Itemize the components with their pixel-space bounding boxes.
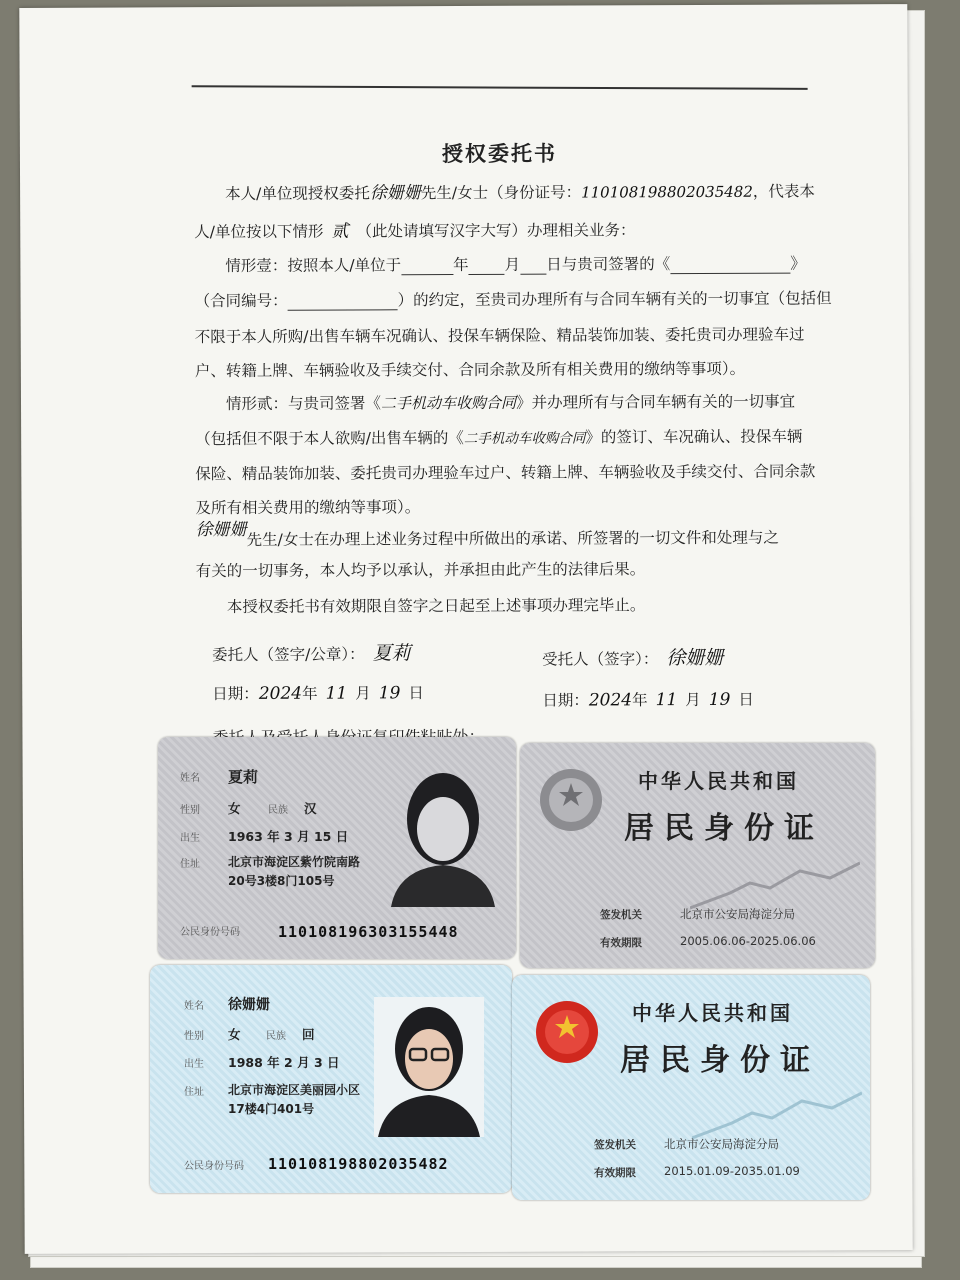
- agent-name-handwritten-2: 徐姗姗: [195, 519, 247, 541]
- validity-period: 2005.06.06-2025.06.06: [680, 934, 816, 948]
- text: 年: [453, 255, 469, 275]
- sex-label: 性别: [184, 1031, 204, 1042]
- header-rule: [192, 85, 808, 90]
- text: 人/单位按以下情形: [194, 222, 324, 242]
- address-line-2: 20号3楼8门105号: [228, 874, 335, 888]
- address-line-1: 北京市海淀区美丽园小区: [228, 1083, 361, 1097]
- issuing-authority-label: 签发机关: [594, 1139, 636, 1151]
- text: ）的约定，至贵司办理所有与合同车辆有关的一切事宜（包括但: [397, 289, 832, 310]
- great-wall-graphic: [690, 853, 860, 913]
- address-line-1: 北京市海淀区紫竹院南路: [228, 855, 361, 869]
- id-card-back-agent: [512, 975, 870, 1200]
- principal-signature: 夏莉: [372, 642, 411, 665]
- issuing-authority: 北京市公安局海淀分局: [664, 1137, 779, 1151]
- id-number: 110108196303155448: [278, 923, 459, 941]
- name-value: 夏莉: [228, 768, 259, 786]
- card-title: 居民身份证: [624, 811, 824, 846]
- text: 日: [408, 684, 424, 703]
- id-number: 110108198802035482: [268, 1155, 449, 1173]
- agent-name-handwritten: 徐姗姗: [369, 183, 421, 204]
- national-emblem-icon: [538, 767, 604, 833]
- birth-month: 2: [284, 1055, 293, 1070]
- case-choice-handwritten: 贰: [331, 221, 349, 242]
- id-card-front-principal: [158, 737, 516, 959]
- text: 情形壹：按照本人/单位于: [225, 256, 402, 276]
- document-title: 授权委托书: [441, 141, 557, 167]
- text: ，代表本: [752, 182, 815, 201]
- text: 日: [327, 1055, 340, 1070]
- text: （合同编号：: [194, 291, 288, 311]
- country-name: 中华人民共和国: [638, 769, 799, 793]
- birth-year: 1988: [228, 1055, 263, 1070]
- case-2-line-2: [195, 425, 802, 450]
- case-2-line-4: 及所有相关费用的缴纳等事项）。: [195, 498, 421, 518]
- text: 》并办理所有与合同车辆有关的一切事宜: [516, 392, 796, 412]
- paragraph-4: 本授权委托书有效期限自签字之日起至上述事项办理完毕止。: [226, 596, 646, 617]
- date-label: 日期：: [542, 691, 589, 710]
- principal-date-row: [212, 681, 424, 704]
- text: 月: [504, 255, 521, 274]
- case-2-line-3: 保险、精品装饰加装、委托贵司办理验车过户、转籍上牌、车辆验收及手续交付、合同余款: [195, 462, 816, 484]
- blank-year: [401, 274, 453, 275]
- blank-contract-number: [288, 309, 398, 310]
- date-day: 19: [708, 689, 731, 710]
- text: （此处请填写汉字大写）办理相关业务：: [356, 221, 636, 241]
- case-2-line-1: [226, 390, 795, 414]
- agent-signature: 徐姗姗: [666, 646, 724, 670]
- paragraph-1-line-1: [225, 176, 815, 204]
- principal-label: 委托人（签字/公章）：: [212, 645, 365, 665]
- case-1-line-4: 户、转籍上牌、车辆验收及手续交付、合同余款及所有相关费用的缴纳等事项）。: [194, 359, 746, 381]
- paragraph-3-line-1: [195, 519, 779, 551]
- date-month: 11: [655, 690, 678, 711]
- case-1-line-3: 不限于本人所购/出售车辆车况确认、投保车辆保险、精品装饰加装、委托贵司办理验车过: [194, 325, 805, 347]
- text: 日: [738, 690, 754, 709]
- sex-value: 女: [228, 1027, 241, 1042]
- date-month: 11: [325, 683, 348, 704]
- contract-name-handwritten: 二手机动车收购合同: [380, 393, 517, 413]
- blank-month: [469, 274, 505, 275]
- id-number-label: 公民身份号码: [180, 927, 240, 938]
- text: 日: [335, 829, 349, 844]
- text: 日与贵司签署的《: [546, 255, 671, 274]
- text: 年: [302, 684, 318, 703]
- text: 年: [632, 691, 648, 710]
- card-title: 居民身份证: [620, 1043, 820, 1078]
- birth-date: [228, 1053, 340, 1071]
- ethnic-value: 回: [302, 1027, 315, 1042]
- agent-id-handwritten: 110108198802035482: [581, 182, 753, 202]
- country-name: 中华人民共和国: [632, 1001, 793, 1025]
- birth-label: 出生: [180, 833, 200, 844]
- address-line-2: 17楼4门401号: [228, 1102, 315, 1116]
- paragraph-1-line-2: [194, 215, 635, 242]
- address-label: 住址: [180, 859, 200, 870]
- text: 》的签订、车况确认、投保车辆: [585, 427, 803, 447]
- great-wall-graphic: [692, 1083, 862, 1143]
- birth-month: 3: [284, 829, 293, 844]
- birth-year: 1963: [228, 829, 263, 844]
- text: 本人/单位现授权委托: [225, 184, 370, 204]
- address-label: 住址: [184, 1087, 204, 1098]
- ethnic-label: 民族: [266, 1031, 286, 1042]
- validity-label: 有效期限: [600, 937, 642, 949]
- sex-label: 性别: [180, 805, 200, 816]
- birth-day: 3: [313, 1055, 323, 1070]
- birth-day: 15: [313, 829, 332, 844]
- ethnic-label: 民族: [268, 805, 288, 816]
- id-number-label: 公民身份号码: [184, 1161, 244, 1172]
- text: 月: [297, 1055, 310, 1070]
- case-1-line-2: [195, 286, 832, 311]
- portrait-photo: [374, 997, 484, 1137]
- text: 月: [355, 684, 371, 703]
- principal-signature-row: [212, 638, 411, 666]
- validity-period: 2015.01.09-2035.01.09: [664, 1164, 800, 1178]
- case-1-line-1: [225, 252, 805, 277]
- name-value: 徐姗姗: [228, 997, 270, 1013]
- date-year: 2024: [258, 683, 303, 704]
- text: 月: [685, 690, 701, 710]
- national-emblem-icon: [534, 999, 600, 1065]
- issuing-authority-label: 签发机关: [600, 909, 642, 921]
- id-card-back-principal: [520, 743, 875, 968]
- sex-value: 女: [228, 801, 241, 816]
- contract-name-handwritten-2: 二手机动车收购合同: [463, 430, 586, 448]
- agent-signature-row: [542, 643, 723, 671]
- text: 月: [297, 829, 310, 844]
- birth-date: [228, 827, 348, 845]
- agent-label: 受托人（签字）：: [542, 650, 659, 669]
- date-day: 19: [378, 683, 401, 704]
- text: 》: [790, 254, 806, 273]
- text: 先生/女士（身份证号：: [420, 183, 582, 203]
- issuing-authority: 北京市公安局海淀分局: [680, 907, 795, 921]
- portrait-photo: [383, 757, 503, 907]
- name-label: 姓名: [180, 773, 200, 784]
- text: 先生/女士在办理上述业务过程中所做出的承诺、所签署的一切文件和处理与之: [246, 528, 779, 549]
- blank-contract: [670, 273, 790, 275]
- text: 年: [267, 829, 280, 844]
- validity-label: 有效期限: [594, 1167, 636, 1179]
- date-label: 日期：: [212, 684, 259, 704]
- text: （包括但不限于本人欲购/出售车辆的《: [195, 429, 464, 449]
- birth-label: 出生: [184, 1059, 204, 1070]
- ethnic-value: 汉: [304, 801, 317, 816]
- paragraph-3-line-2: 有关的一切事务，本人均予以承认，并承担由此产生的法律后果。: [195, 560, 646, 581]
- text: 情形贰：与贵司签署《: [225, 394, 382, 414]
- blank-day: [520, 274, 546, 275]
- text: 年: [267, 1055, 280, 1070]
- id-card-front-agent: [150, 965, 512, 1193]
- agent-date-row: [542, 688, 754, 711]
- name-label: 姓名: [184, 1001, 204, 1012]
- date-year: 2024: [588, 690, 633, 711]
